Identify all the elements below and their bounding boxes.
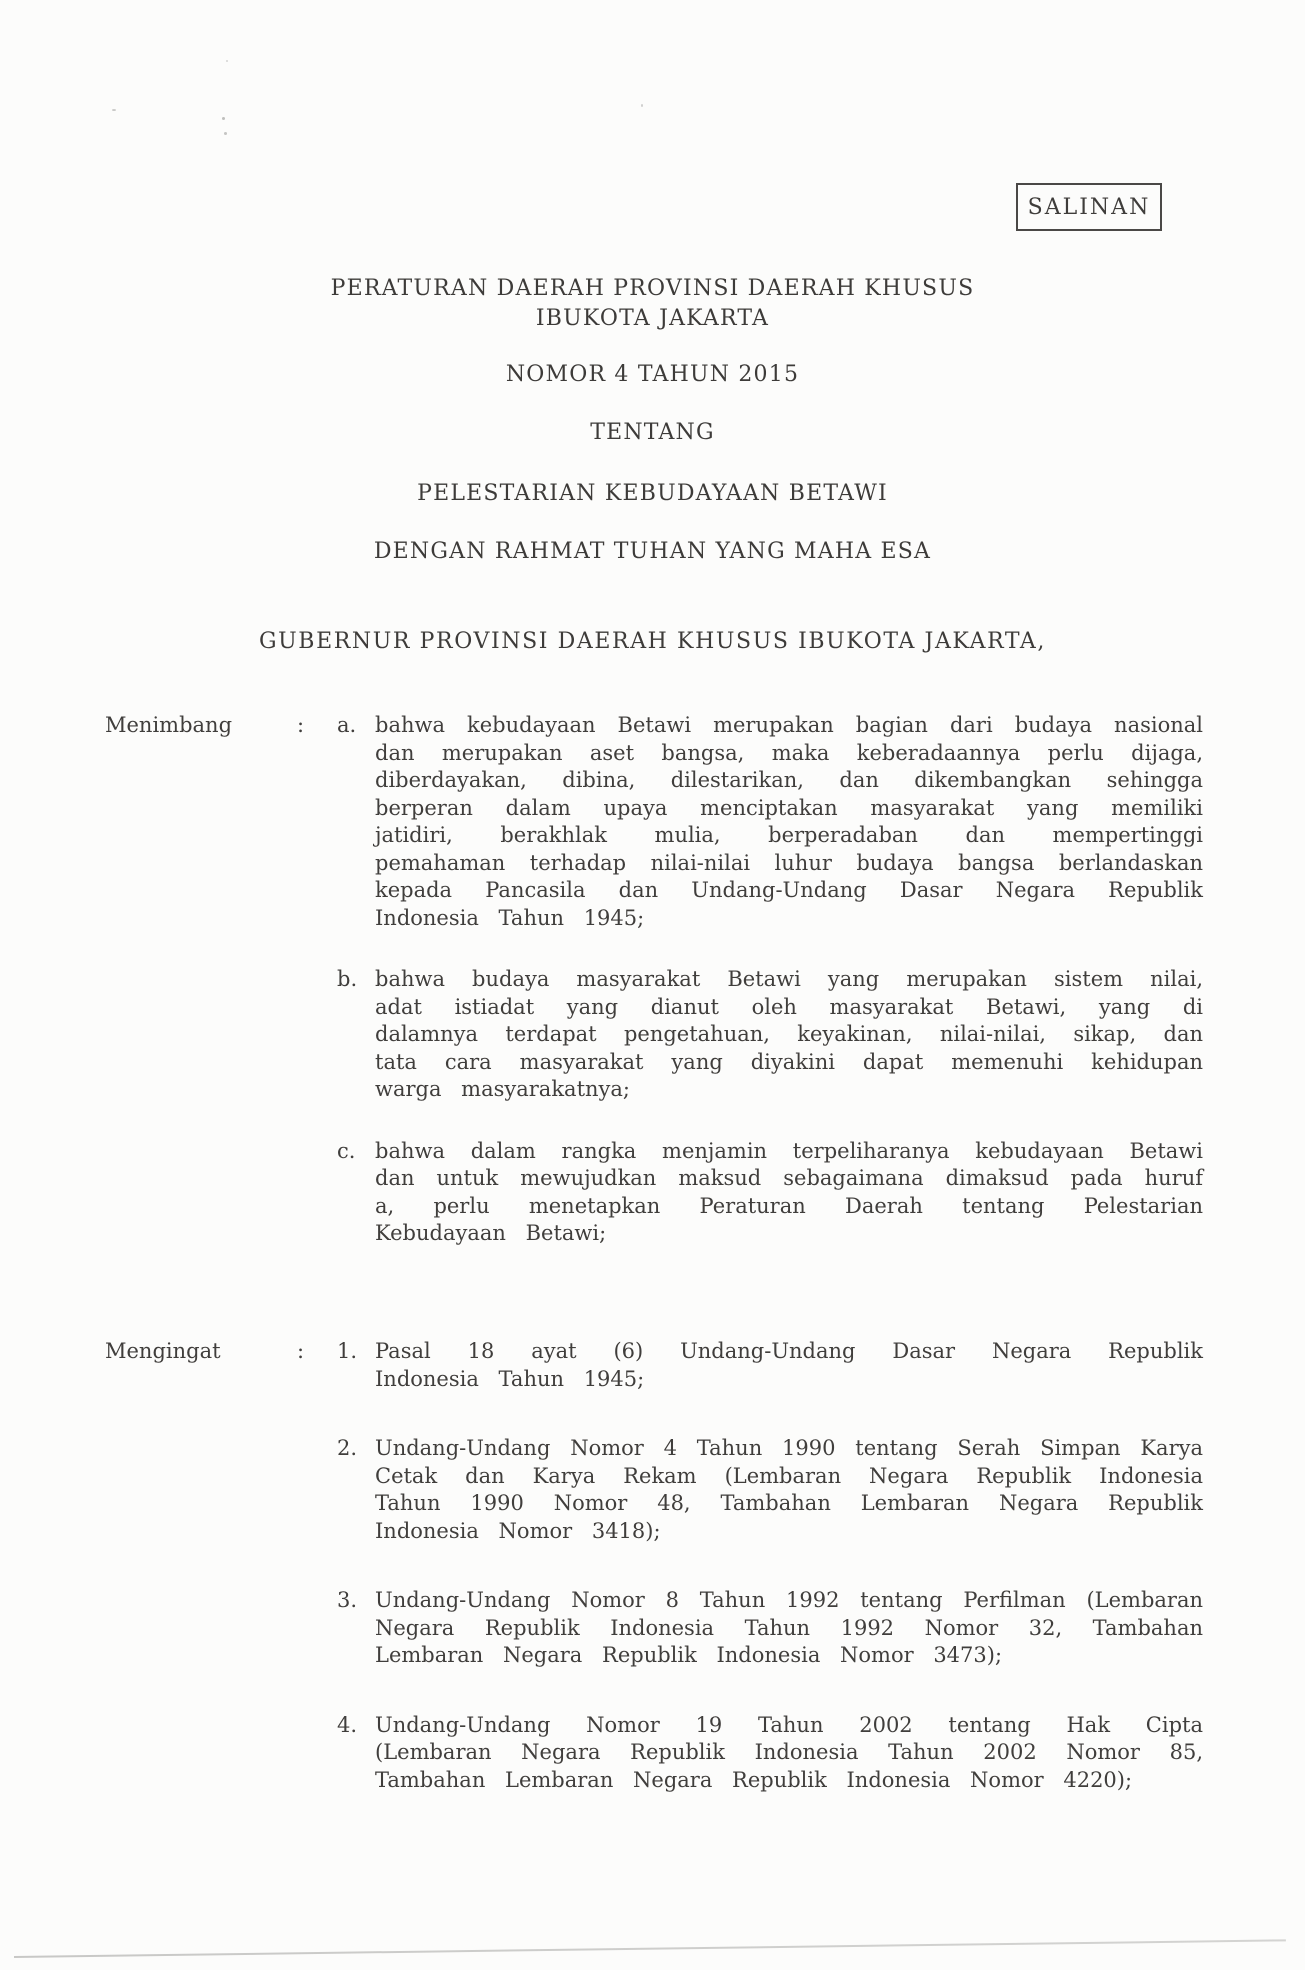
- item-text: Undang-Undang Nomor 8 Tahun 1992 tentang Perfilman (Lembaran Negara Republik Indonesia Tahun 1992 Nomor 32, Tambahan Lembaran Negara Republik Indonesia Nomor 3473);: [375, 1588, 1203, 1667]
- list-item: [337, 1138, 1203, 1248]
- salinan-stamp-label: SALINAN: [1027, 194, 1151, 220]
- section-label: Menimbang: [105, 713, 233, 737]
- doc-title-line2: IBUKOTA JAKARTA: [535, 306, 770, 331]
- section-mengingat: [105, 1338, 1203, 1794]
- doc-grace-line: DENGAN RAHMAT TUHAN YANG MAHA ESA: [373, 539, 932, 564]
- item-marker: 2.: [337, 1436, 358, 1460]
- item-text: Undang-Undang Nomor 4 Tahun 1990 tentang Serah Simpan Karya Cetak dan Karya Rekam (Lembaran Negara Republik Indonesia Tahun 1990 Nomor 48, Tambahan Lembaran Negara Republik Indonesia Nomor 3418);: [375, 1436, 1203, 1543]
- item-text: bahwa budaya masyarakat Betawi yang merupakan sistem nilai, adat istiadat yang dianut oleh masyarakat Betawi, yang di dalamnya terdapat pengetahuan, keyakinan, nilai-nilai, sikap, dan tata cara masyarakat yang diyakini dapat memenuhi kehidupan warga masyarakatnya;: [375, 967, 1203, 1101]
- scan-speck: [641, 104, 643, 107]
- legal-basis-list: [337, 1338, 1203, 1794]
- scan-speck: [222, 117, 225, 120]
- doc-subject: PELESTARIAN KEBUDAYAAN BETAWI: [417, 481, 888, 506]
- list-item: [337, 966, 1203, 1104]
- scan-speck: [226, 60, 228, 62]
- section-colon: :: [297, 713, 305, 737]
- list-item: [337, 712, 1203, 932]
- item-marker: 3.: [337, 1588, 358, 1612]
- item-marker: 4.: [337, 1712, 358, 1737]
- list-item: [337, 1435, 1203, 1545]
- list-item: [337, 1712, 1203, 1795]
- section-colon: :: [297, 1339, 305, 1363]
- item-marker: b.: [337, 967, 358, 991]
- list-item: [337, 1338, 1203, 1393]
- scan-speck: [112, 109, 116, 111]
- salinan-stamp-box: [1016, 183, 1162, 231]
- doc-title-line1: PERATURAN DAERAH PROVINSI DAERAH KHUSUS: [330, 276, 975, 301]
- item-marker: c.: [337, 1138, 356, 1163]
- doc-number: NOMOR 4 TAHUN 2015: [505, 362, 800, 387]
- item-text: bahwa kebudayaan Betawi merupakan bagian dari budaya nasional dan merupakan aset bangsa, maka keberadaannya perlu dijaga, diberdayakan, dibina, dilestarikan, dan dikembangkan sehingga berperan dalam upaya menciptakan masyarakat yang memiliki jatidiri, berakhlak mulia, berperadaban dan mempertinggi pemahaman terhadap nilai-nilai luhur budaya bangsa berlandaskan kepada Pancasila dan Undang-Undang Dasar Negara Republik Indonesia Tahun 1945;: [375, 713, 1203, 930]
- scan-edge-line: [14, 1939, 1286, 1958]
- consideration-list: [337, 712, 1203, 1248]
- item-text: Pasal 18 ayat (6) Undang-Undang Dasar Negara Republik Indonesia Tahun 1945;: [375, 1339, 1203, 1391]
- doc-authority-line: GUBERNUR PROVINSI DAERAH KHUSUS IBUKOTA JAKARTA,: [258, 629, 1046, 654]
- scan-speck: [224, 132, 227, 135]
- list-item: [337, 1587, 1203, 1670]
- doc-about-label: TENTANG: [590, 420, 715, 445]
- section-label: Mengingat: [105, 1339, 221, 1363]
- item-marker: 1.: [337, 1339, 358, 1363]
- item-text: Undang-Undang Nomor 19 Tahun 2002 tentang Hak Cipta (Lembaran Negara Republik Indonesia Tahun 2002 Nomor 85, Tambahan Lembaran Negara Republik Indonesia Nomor 4220);: [375, 1712, 1203, 1792]
- item-marker: a.: [337, 713, 357, 737]
- section-menimbang: [105, 712, 1203, 1248]
- item-text: bahwa dalam rangka menjamin terpeliharanya kebudayaan Betawi dan untuk mewujudkan maksud sebagaimana dimaksud pada huruf a, perlu menetapkan Peraturan Daerah tentang Pelestarian Kebudayaan Betawi;: [375, 1138, 1203, 1245]
